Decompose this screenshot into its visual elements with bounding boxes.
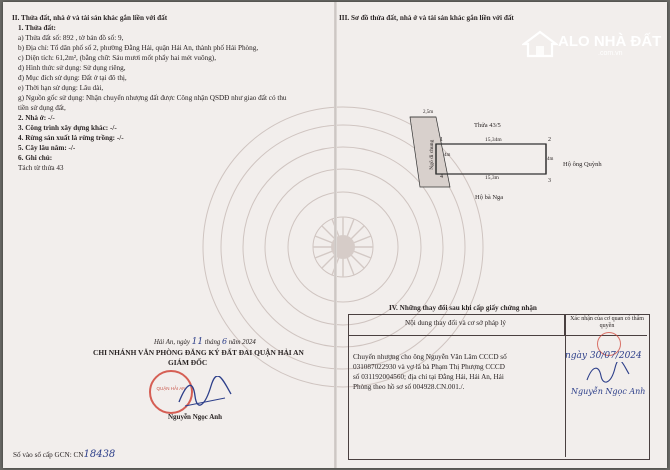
section-2-title: II. Thửa đất, nhà ở và tài sản khác gắn liền với đất bbox=[12, 14, 168, 22]
change-line-4: Phòng theo hồ sơ số 004928.CN.001./. bbox=[353, 383, 465, 391]
director-title: GIÁM ĐỐC bbox=[168, 358, 208, 367]
change-line-3: số 031192004560; địa chỉ tại Đằng Hải, Hải An, Hải bbox=[353, 373, 504, 381]
alley-label: Ngõ đi chung bbox=[429, 139, 436, 170]
neighbor-bottom: Hộ bà Nga bbox=[475, 194, 504, 201]
director-name: Nguyễn Ngọc Anh bbox=[168, 413, 223, 421]
alonhadat-logo bbox=[518, 30, 663, 58]
parcel-address: b) Địa chỉ: Tổ dân phố số 2, phường Đằng Hải, quận Hải An, thành phố Hải Phòng, bbox=[18, 44, 259, 52]
sign-date: Hải An, ngày 11 tháng 6 năm 2024 bbox=[154, 337, 256, 347]
parcel-width: 4m bbox=[444, 153, 451, 158]
construction-heading: 3. Công trình xây dựng khác: -/- bbox=[18, 124, 117, 132]
brand-domain: .com.vn bbox=[598, 50, 623, 57]
right-side-width: 4m bbox=[547, 157, 554, 162]
parcel-label: Thửa 43/5 bbox=[474, 122, 501, 129]
brand-name: ALO NHÀ ĐẤT bbox=[558, 33, 662, 50]
issuing-office: CHI NHÁNH VĂN PHÒNG ĐĂNG KÝ ĐẤT ĐAI QUẬN HẢI AN bbox=[93, 348, 304, 357]
alley-width: 2,5m bbox=[423, 110, 434, 115]
top-length: 15,34m bbox=[485, 137, 502, 143]
changes-col2-header: Xác nhận của cơ quan có thẩm quyền bbox=[570, 316, 644, 330]
confirm-date: ngày 30/07/2024 bbox=[565, 351, 642, 361]
section-3-title: III. Sơ đồ thửa đất, nhà ở và tài sản khác gắn liền với đất bbox=[339, 14, 514, 22]
corner-4: 4 bbox=[440, 174, 443, 180]
parcel-area: c) Diện tích: 61,2m², (bằng chữ: Sáu mươi mốt phẩy hai mét vuông), bbox=[18, 54, 216, 62]
corner-1: 1 bbox=[440, 137, 443, 143]
usage-form: d) Hình thức sử dụng: Sử dụng riêng, bbox=[18, 64, 126, 72]
change-line-1: Chuyển nhượng cho ông Nguyễn Văn Lâm CCCD số bbox=[353, 353, 507, 361]
corner-2: 2 bbox=[548, 137, 551, 143]
parcel-number: a) Thửa đất số: 892 , tờ bản đồ số: 9, bbox=[18, 34, 124, 42]
change-line-2: 031087022930 và vợ là bà Phạm Thị Phượng CCCD bbox=[353, 363, 505, 371]
usage-purpose: đ) Mục đích sử dụng: Đất ở tại đô thị, bbox=[18, 74, 127, 82]
registry-number: Số vào sổ cấp GCN: CN18438 bbox=[13, 449, 116, 460]
usage-origin-cont: tiền sử dụng đất, bbox=[18, 104, 66, 112]
usage-origin: g) Nguồn gốc sử dụng: Nhận chuyển nhượng đất được Công nhận QSDĐ như giao đất có thu bbox=[18, 94, 287, 102]
parcel-heading: 1. Thửa đất: bbox=[18, 24, 56, 32]
trees-heading: 5. Cây lâu năm: -/- bbox=[18, 144, 76, 152]
official-seal: QUẬN HẢI AN bbox=[149, 370, 193, 414]
confirm-signature bbox=[583, 362, 633, 386]
house-logo-icon bbox=[522, 30, 558, 58]
bottom-length: 15,3m bbox=[485, 175, 499, 181]
changes-col-divider bbox=[565, 315, 566, 457]
notes-text: Tách từ thửa 43 bbox=[18, 164, 64, 172]
confirm-signer: Nguyễn Ngọc Anh bbox=[571, 387, 646, 396]
director-signature bbox=[175, 376, 235, 410]
section-4-title: IV. Những thay đổi sau khi cấp giấy chứng nhận bbox=[389, 304, 537, 312]
forest-heading: 4. Rừng sản xuất là rừng trồng: -/- bbox=[18, 134, 124, 142]
corner-3: 3 bbox=[548, 178, 551, 184]
neighbor-right: Hộ ông Quỳnh bbox=[563, 161, 602, 168]
usage-term: e) Thời hạn sử dụng: Lâu dài, bbox=[18, 84, 104, 92]
page-fold bbox=[334, 2, 337, 468]
notes-heading: 6. Ghi chú: bbox=[18, 154, 53, 162]
house-heading: 2. Nhà ở: -/- bbox=[18, 114, 55, 122]
changes-col1-header: Nội dung thay đổi và cơ sở pháp lý bbox=[405, 319, 507, 327]
certificate-sheet bbox=[3, 2, 667, 468]
